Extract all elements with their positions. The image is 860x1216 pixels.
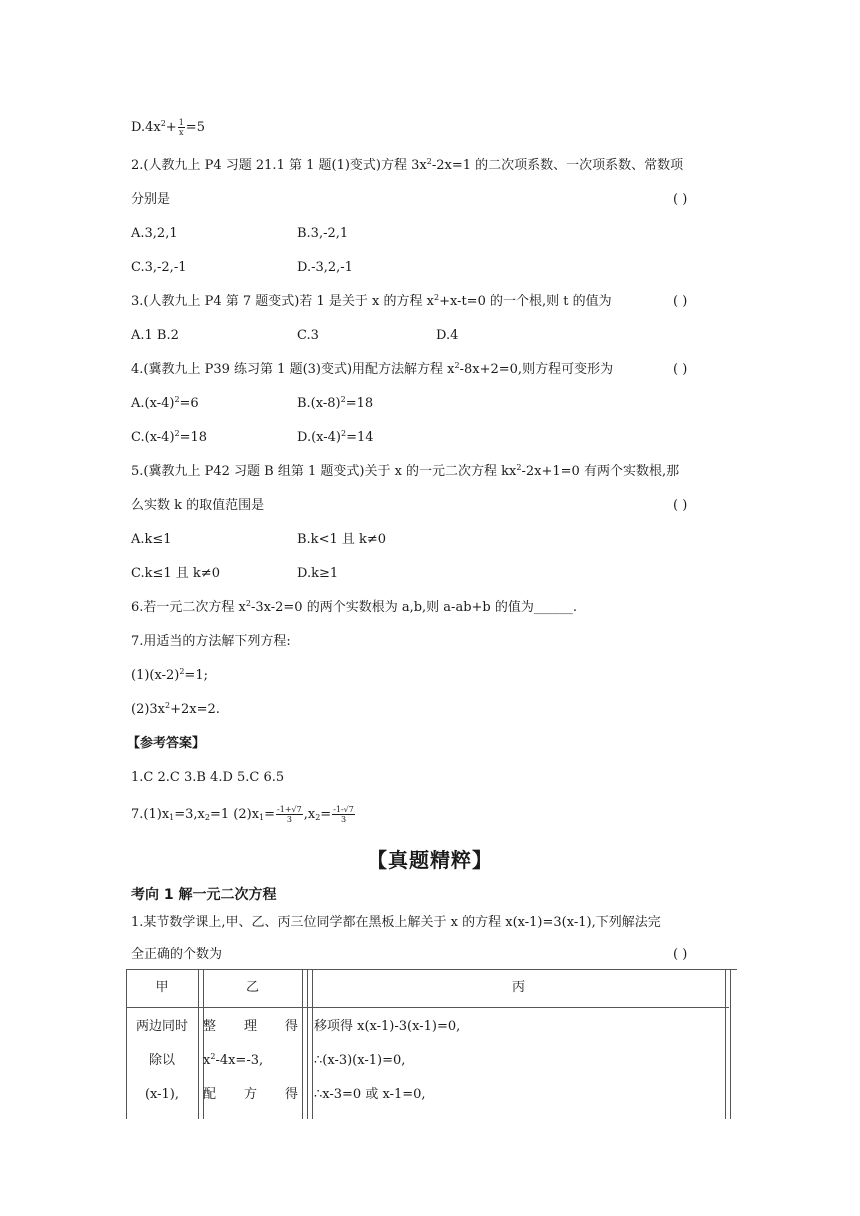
question-5-line-2: 么实数 k 的取值范围是 bbox=[131, 498, 265, 513]
table-header-yi: 乙 bbox=[245, 980, 259, 995]
question-7-part-2: $(2)3x^2+2x=2$. bbox=[131, 701, 220, 717]
table-cell: 除以 bbox=[148, 1053, 175, 1068]
fraction: $\frac{1}{x}$ bbox=[178, 118, 184, 137]
section-title: 【真题精粹】 bbox=[367, 848, 493, 872]
question-3: 3.(人教九上 P4 第 7 题变式)若 1 是关于 x 的方程 $x^2+x-t=0$ 的一个根,则 t 的值为 bbox=[131, 293, 612, 309]
table-cell: ∴(x-3)(x-1)=0, bbox=[314, 1053, 406, 1068]
table-cell: (x-1), bbox=[144, 1087, 180, 1102]
q3-option-d: D.4 bbox=[436, 328, 459, 343]
q4-option-d: $D.(x-4)^2=14$ bbox=[297, 429, 374, 445]
q4-option-c: $C.(x-4)^2=18$ bbox=[131, 429, 208, 445]
q4-option-a: $A.(x-4)^2=6$ bbox=[131, 395, 199, 411]
q5-option-a: A.k≤1 bbox=[131, 532, 172, 547]
q3-option-c: C.3 bbox=[297, 328, 319, 343]
fraction: $\frac{-1-√7}{3}$ bbox=[333, 805, 354, 824]
q2-option-d: D.-3,2,-1 bbox=[297, 260, 353, 275]
answers-line-1: 1.C 2.C 3.B 4.D 5.C 6.5 bbox=[131, 770, 285, 785]
question-7: 7.用适当的方法解下列方程: bbox=[131, 634, 291, 649]
real-question-1-line-1: 1.某节数学课上,甲、乙、丙三位同学都在黑板上解关于 x 的方程 x(x-1)=3(x-1),下列解法完 bbox=[131, 915, 661, 930]
q1-option-d: $D.4x^2+$ $\frac{1}{x}$ =5 bbox=[131, 118, 205, 137]
table-header-jia: 甲 bbox=[155, 980, 169, 995]
q3-option-ab: A.1 B.2 bbox=[131, 328, 179, 343]
table-cell: 移项得 x(x-1)-3(x-1)=0, bbox=[314, 1019, 461, 1034]
answer-paren: ( ) bbox=[673, 192, 688, 207]
q2-option-a: A.3,2,1 bbox=[131, 226, 178, 241]
solution-table bbox=[126, 969, 737, 1119]
real-question-1-line-2: 全正确的个数为 bbox=[131, 947, 223, 962]
q5-option-b: B.k<1 且 k≠0 bbox=[297, 532, 387, 547]
answers-title: 【参考答案】 bbox=[127, 736, 206, 751]
answers-line-2: $7.(1)x_1=3,x_2=1$ $(2)x_1=$ $\frac{-1+√7}{3}$ $,x_2=$ $\frac{-1-√7}{3}$ bbox=[131, 805, 354, 824]
question-5-line-1: 5.(冀教九上 P42 习题 B 组第 1 题变式)关于 x 的一元二次方程 $kx^2-2x+1=0$ 有两个实数根,那 bbox=[131, 463, 680, 479]
question-7-part-1: $(1)(x-2)^2=1$; bbox=[131, 667, 208, 683]
answer-paren: ( ) bbox=[673, 498, 688, 513]
table-cell: 配 方 得 bbox=[203, 1087, 298, 1102]
answer-paren: ( ) bbox=[673, 362, 688, 377]
table-cell: 整 理 得 bbox=[203, 1019, 298, 1034]
q5-option-d: D.k≥1 bbox=[297, 566, 339, 581]
question-6: 6.若一元二次方程 $x^2-3x-2=0$ 的两个实数根为 a,b,则 a-ab+b 的值为______. bbox=[131, 599, 577, 615]
q5-option-c: C.k≤1 且 k≠0 bbox=[131, 566, 220, 581]
question-2-line-1: 2.(人教九上 P4 习题 21.1 第 1 题(1)变式)方程 $3x^2-2x=1$ 的二次项系数、一次项系数、常数项 bbox=[131, 157, 684, 173]
subsection-title: 考向 1 解一元二次方程 bbox=[131, 887, 277, 903]
q2-option-b: B.3,-2,1 bbox=[297, 226, 349, 241]
table-cell: ∴x-3=0 或 x-1=0, bbox=[314, 1087, 426, 1102]
table-cell: $x^2-4x=-3$, bbox=[203, 1052, 264, 1068]
q4-option-b: $B.(x-8)^2=18$ bbox=[297, 395, 374, 411]
table-cell: 两边同时 bbox=[135, 1019, 188, 1034]
answer-paren: ( ) bbox=[673, 294, 688, 309]
question-4: 4.(冀教九上 P39 练习第 1 题(3)变式)用配方法解方程 $x^2-8x+2=0$,则方程可变形为 bbox=[131, 361, 614, 377]
answer-paren: ( ) bbox=[673, 947, 688, 962]
table-header-bing: 丙 bbox=[511, 980, 525, 995]
fraction: $\frac{-1+√7}{3}$ bbox=[277, 805, 302, 824]
q2-option-c: C.3,-2,-1 bbox=[131, 260, 187, 275]
question-2-line-2: 分别是 bbox=[131, 192, 171, 207]
